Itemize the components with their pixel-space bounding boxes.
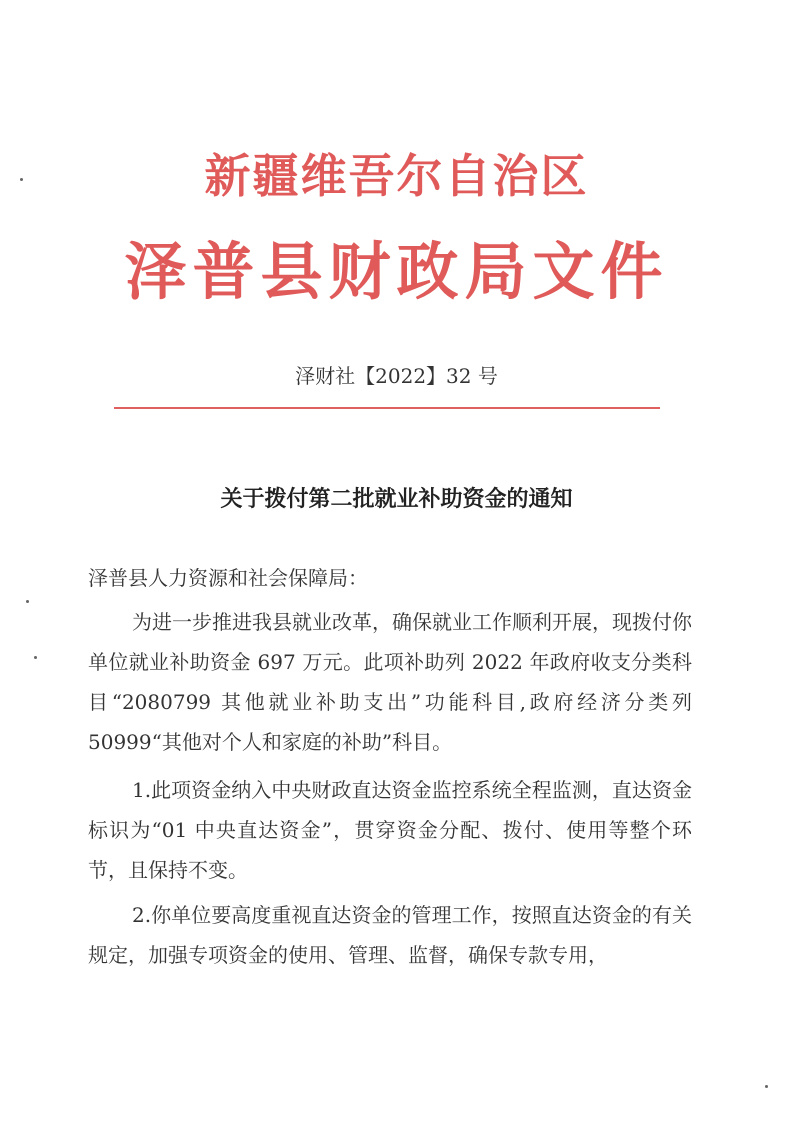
red-divider-line	[114, 407, 660, 409]
scan-speck	[34, 656, 37, 659]
addressee: 泽普县人力资源和社会保障局：	[88, 566, 368, 590]
document-title: 关于拨付第二批就业补助资金的通知	[220, 487, 573, 512]
scan-speck	[26, 600, 29, 603]
scan-speck	[20, 178, 23, 181]
paragraph-1: 为进一步推进我县就业改革，确保就业工作顺利开展，现拨付你单位就业补助资金 697 万元。此项补助列 2022 年政府收支分类科目“2080799 其他就业补助支出”功能科目,政府经济分类列 50999“其他对个人和家庭的补助”科目。	[88, 610, 692, 754]
document-number: 泽财社【2022】32 号	[295, 364, 498, 388]
scan-speck	[765, 1085, 768, 1088]
issuer-region-heading: 新疆维吾尔自治区	[204, 149, 589, 203]
paragraph-3: 2.你单位要高度重视直达资金的管理工作，按照直达资金的有关规定，加强专项资金的使用、管理、监督，确保专款专用，	[88, 903, 692, 967]
issuer-office-heading: 泽普县财政局文件	[124, 235, 669, 308]
paragraph-2: 1.此项资金纳入中央财政直达资金监控系统全程监测，直达资金标识为“01 中央直达资金”，贯穿资金分配、拨付、使用等整个环节，且保持不变。	[88, 778, 692, 882]
